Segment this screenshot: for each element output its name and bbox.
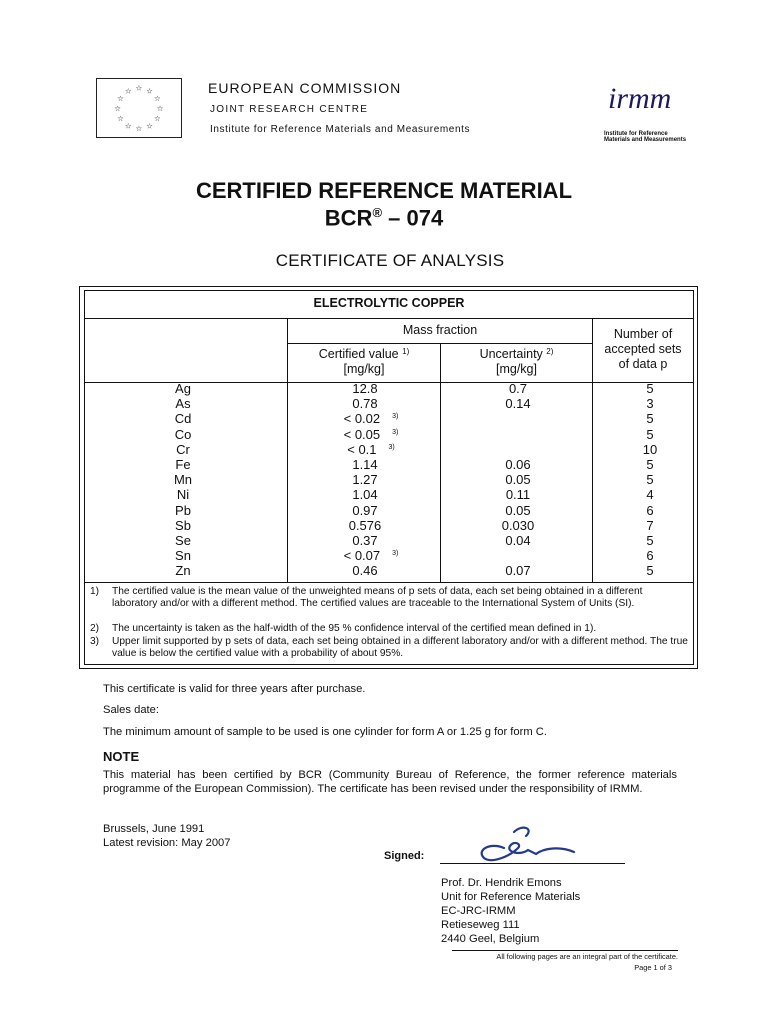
certified-value-number: 0.46 — [352, 563, 378, 578]
footnote-1 — [90, 586, 694, 623]
certified-value — [320, 411, 410, 426]
integral-note: All following pages are an integral part of the certificate. — [496, 952, 678, 961]
certified-value-number: < 0.05 — [343, 427, 381, 442]
accepted-sets-count: 4 — [646, 487, 654, 502]
certified-value-number: 0.37 — [352, 533, 378, 548]
certified-value — [320, 487, 410, 502]
uncertainty-value: 0.030 — [501, 518, 535, 533]
certified-value-number: 12.8 — [352, 381, 378, 396]
accepted-sets-count: 6 — [646, 548, 654, 563]
signatory-street: Retieseweg 111 — [441, 919, 520, 931]
material-code — [0, 205, 768, 231]
flag-star-icon: ☆ — [135, 124, 143, 134]
footnote-number: 2) — [90, 623, 100, 634]
certified-value — [320, 457, 410, 472]
accepted-sets-count: 5 — [646, 563, 654, 578]
count-header-line: accepted sets — [604, 342, 682, 356]
signatory-unit: Unit for Reference Materials — [441, 891, 581, 903]
certified-value-number: 1.27 — [352, 472, 378, 487]
table-title: ELECTROLYTIC COPPER — [313, 296, 465, 310]
flag-star-icon: ☆ — [146, 86, 154, 96]
certified-value — [320, 503, 410, 518]
footnote-ref: 3) — [392, 412, 399, 420]
footnote-ref: 3) — [392, 428, 399, 436]
flag-star-icon: ☆ — [114, 103, 122, 113]
certified-value — [320, 548, 410, 563]
footnote-ref: 3) — [388, 443, 395, 451]
registered-mark: ® — [372, 205, 383, 220]
uncertainty-value: 0.7 — [508, 381, 528, 396]
material-code-prefix: BCR — [324, 205, 373, 231]
certified-value-number: 1.14 — [352, 457, 378, 472]
certified-value-number: < 0.02 — [343, 411, 381, 426]
flag-star-icon: ☆ — [124, 121, 132, 131]
signature-line — [440, 863, 625, 864]
table-divider — [85, 582, 693, 583]
certified-value-label: Certified value — [318, 347, 399, 361]
certified-value — [320, 381, 410, 396]
irmm-logo-caption-2: Materials and Measurements — [604, 137, 687, 143]
document-subtitle: CERTIFICATE OF ANALYSIS — [275, 251, 505, 270]
centre-name: JOINT RESEARCH CENTRE — [210, 104, 369, 115]
signatory-city: 2440 Geel, Belgium — [441, 933, 540, 945]
certified-value-number: < 0.1 — [347, 442, 377, 457]
footnote-3 — [90, 636, 694, 661]
minimum-amount-text: The minimum amount of sample to be used is one cylinder for form A or 1.25 g for form C. — [103, 726, 547, 738]
footnote-text: The certified value is the mean value of the unweighted means of p sets of data, each set being obtained in a different laboratory and/or with a different method. The certified values are traceable to the International System of Units (SI). — [112, 586, 643, 610]
flag-star-icon: ☆ — [117, 93, 124, 103]
certified-value — [320, 427, 410, 442]
flag-star-icon: ☆ — [154, 114, 161, 124]
accepted-sets-count: 5 — [646, 381, 654, 396]
footnote-ref: 3) — [392, 549, 399, 557]
uncertainty-value: 0.07 — [505, 563, 531, 578]
certified-value-number: 0.97 — [352, 503, 378, 518]
uncertainty-value: 0.04 — [505, 533, 531, 548]
count-header — [593, 327, 693, 372]
certified-value — [320, 472, 410, 487]
element-symbol: Cd — [174, 411, 192, 426]
table-column-divider — [440, 343, 441, 582]
footnote-ref: 1) — [402, 347, 410, 356]
element-symbol: As — [175, 396, 191, 411]
element-symbol: Cr — [176, 442, 190, 457]
signed-label: Signed: — [384, 850, 425, 862]
certified-value — [320, 442, 410, 457]
element-symbol: Sb — [175, 518, 191, 533]
flag-star-icon: ☆ — [156, 103, 164, 113]
accepted-sets-count: 5 — [646, 472, 654, 487]
certified-value-number: 0.576 — [348, 518, 382, 533]
irmm-logo — [604, 74, 700, 150]
uncertainty-value: 0.05 — [505, 503, 531, 518]
validity-text: This certificate is valid for three years after purchase. — [103, 683, 366, 695]
signatory-name: Prof. Dr. Hendrik Emons — [441, 877, 562, 889]
element-symbol: Mn — [173, 472, 193, 487]
certified-value — [320, 518, 410, 533]
signatory-org: EC-JRC-IRMM — [441, 905, 516, 917]
place-date: Brussels, June 1991 — [103, 823, 205, 835]
footnote-text: Upper limit supported by p sets of data, each set being obtained in a different laboratory and/or with a different method. The true value is below the certified value with a probability of about 95%. — [112, 636, 688, 660]
accepted-sets-count: 7 — [646, 518, 654, 533]
irmm-logo-caption-1: Institute for Reference — [604, 131, 668, 137]
certified-value — [320, 563, 410, 578]
accepted-sets-count: 5 — [646, 411, 654, 426]
uncertainty-value: 0.06 — [505, 457, 531, 472]
certified-value-number: < 0.07 — [343, 548, 381, 563]
element-symbol: Fe — [175, 457, 191, 472]
flag-star-icon: ☆ — [154, 93, 161, 103]
flag-star-icon: ☆ — [135, 83, 143, 93]
note-heading: NOTE — [103, 749, 140, 764]
document-title: CERTIFIED REFERENCE MATERIAL — [195, 178, 573, 203]
flag-star-icon: ☆ — [117, 114, 124, 124]
certified-value-header — [288, 347, 440, 361]
revision-date: Latest revision: May 2007 — [103, 837, 231, 849]
element-symbol: Se — [175, 533, 191, 548]
element-symbol: Zn — [175, 563, 191, 578]
element-symbol: Co — [174, 427, 192, 442]
count-header-line: Number of — [613, 327, 673, 341]
page-number: Page 1 of 3 — [634, 963, 672, 972]
accepted-sets-count: 6 — [646, 503, 654, 518]
eu-flag-logo — [96, 78, 182, 138]
material-code-number: – 074 — [382, 205, 444, 231]
flag-star-icon: ☆ — [146, 121, 154, 131]
count-header-line: of data p — [618, 357, 668, 371]
certified-value-unit: [mg/kg] — [343, 362, 385, 376]
table-divider — [85, 318, 693, 319]
certified-value — [320, 533, 410, 548]
footnote-number: 3) — [90, 636, 100, 647]
irmm-logo-wordmark: irmm — [608, 82, 672, 115]
handwritten-signature — [470, 818, 580, 868]
org-name: EUROPEAN COMMISSION — [208, 80, 402, 96]
footnote-number: 1) — [90, 586, 100, 597]
accepted-sets-count: 10 — [642, 442, 658, 457]
uncertainty-value: 0.05 — [505, 472, 531, 487]
element-symbol: Pb — [175, 503, 191, 518]
accepted-sets-count: 5 — [646, 533, 654, 548]
footnote-ref: 2) — [546, 347, 554, 356]
footnote-2 — [90, 623, 694, 636]
element-symbol: Ag — [175, 381, 191, 396]
footer-rule — [452, 950, 678, 951]
certified-value-number: 0.78 — [352, 396, 378, 411]
certified-value — [320, 396, 410, 411]
accepted-sets-count: 5 — [646, 457, 654, 472]
accepted-sets-count: 5 — [646, 427, 654, 442]
accepted-sets-count: 3 — [646, 396, 654, 411]
flag-star-icon: ☆ — [124, 86, 132, 96]
note-text: This material has been certified by BCR (Community Bureau of Reference, the former reference materials programme of the European Commission). The certificate has been revised under the responsibility of IRMM. — [103, 769, 677, 795]
institute-name: Institute for Reference Materials and Measurements — [210, 124, 471, 135]
certified-value-number: 1.04 — [352, 487, 378, 502]
element-symbol: Ni — [176, 487, 190, 502]
uncertainty-label: Uncertainty — [479, 347, 543, 361]
uncertainty-value: 0.14 — [505, 396, 531, 411]
uncertainty-value: 0.11 — [505, 487, 531, 502]
mass-fraction-header: Mass fraction — [402, 323, 478, 337]
element-symbol: Sn — [175, 548, 191, 563]
footnote-text: The uncertainty is taken as the half-width of the 95 % confidence interval of the certified mean defined in 1). — [112, 623, 597, 634]
sales-date-label: Sales date: — [103, 704, 159, 716]
uncertainty-unit: [mg/kg] — [496, 362, 537, 376]
uncertainty-header — [441, 347, 592, 361]
